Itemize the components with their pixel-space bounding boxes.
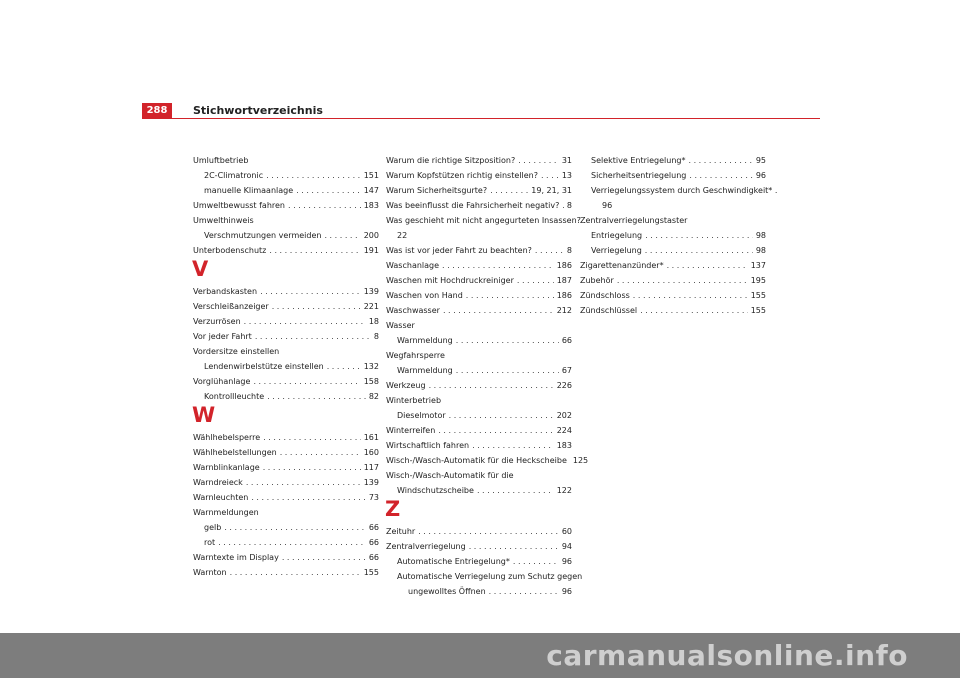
entry-page: 139: [363, 478, 379, 487]
index-entry: [386, 258, 572, 273]
entry-term: rot: [204, 538, 216, 547]
index-entry: [193, 344, 379, 359]
dot-leader: [253, 374, 360, 389]
index-entry: [193, 299, 379, 314]
dot-leader: [518, 153, 559, 168]
index-entry: [193, 284, 379, 299]
index-entry: [580, 258, 766, 273]
entry-term: Zündschloss: [580, 291, 630, 300]
entry-term: Was ist vor jeder Fahrt zu beachten?: [386, 246, 532, 255]
entry-term: Sicherheitsentriegelung: [591, 171, 687, 180]
index-column-3: [580, 153, 778, 318]
dot-leader: [689, 168, 752, 183]
entry-page: 186: [556, 261, 572, 270]
entry-page: 66: [368, 523, 379, 532]
entry-term: Warnton: [193, 568, 227, 577]
entry-term: Warnmeldung: [397, 336, 453, 345]
entry-page: 187: [556, 276, 572, 285]
entry-term: Warndreieck: [193, 478, 243, 487]
entry-page: 66: [368, 553, 379, 562]
dot-leader: [617, 273, 748, 288]
entry-page: 226: [556, 381, 572, 390]
index-entry: [386, 288, 572, 303]
entry-page: 191: [363, 246, 379, 255]
dot-leader: [324, 228, 360, 243]
index-entry: [386, 483, 572, 498]
entry-term: Werkzeug: [386, 381, 426, 390]
entry-term: Was geschieht mit nicht angegurteten Insassen? .: [386, 216, 586, 225]
entry-page: 224: [556, 426, 572, 435]
index-entry: [193, 314, 379, 329]
index-entry: [386, 198, 572, 213]
entry-page: 125: [572, 456, 589, 465]
index-entry: [193, 329, 379, 344]
entry-page: 160: [363, 448, 379, 457]
index-entry: [193, 243, 379, 258]
index-entry: [193, 183, 379, 198]
entry-page: 155: [750, 291, 766, 300]
index-entry: [580, 168, 766, 183]
entry-term: Wählhebelsperre: [193, 433, 261, 442]
entry-term: Warnmeldungen: [193, 508, 259, 517]
dot-leader: [489, 584, 559, 599]
index-entry: [193, 565, 379, 580]
entry-term: Selektive Entriegelung*: [591, 156, 686, 165]
entry-term: Verriegelung: [591, 246, 642, 255]
section-letter: V: [192, 257, 209, 281]
dot-leader: [667, 258, 748, 273]
dot-leader: [541, 168, 559, 183]
entry-term: Wegfahrsperre: [386, 351, 445, 360]
entry-term: Zündschlüssel: [580, 306, 638, 315]
index-entry: [193, 213, 379, 228]
entry-page: 66: [368, 538, 379, 547]
entry-page: 73: [368, 493, 379, 502]
index-entry: [386, 183, 572, 198]
dot-leader: [272, 299, 361, 314]
index-entry: [193, 475, 379, 490]
dot-leader: [645, 243, 753, 258]
entry-term: Warntexte im Display: [193, 553, 279, 562]
entry-term: Vor jeder Fahrt: [193, 332, 252, 341]
watermark-logo: carmanualsonline.info: [546, 639, 908, 672]
entry-term: Warnmeldung: [397, 366, 453, 375]
index-entry: [386, 243, 572, 258]
dot-leader: [472, 438, 554, 453]
index-entry: [193, 550, 379, 565]
entry-page: 139: [363, 287, 379, 296]
index-entry: [580, 243, 766, 258]
dot-leader: [327, 359, 361, 374]
dot-leader: [280, 445, 361, 460]
dot-leader: [688, 153, 752, 168]
index-entry: [193, 445, 379, 460]
entry-page: 96: [755, 171, 766, 180]
entry-page: 8: [373, 332, 379, 341]
index-entry: [580, 288, 766, 303]
dot-leader: [640, 303, 748, 318]
dot-leader: [267, 389, 366, 404]
entry-term: Windschutzscheibe: [397, 486, 474, 495]
dot-leader: [513, 554, 559, 569]
index-entry: [193, 228, 379, 243]
entry-term: Lendenwirbelstütze einstellen: [204, 362, 324, 371]
dot-leader: [255, 329, 371, 344]
entry-term: Warum Kopfstützen richtig einstellen?: [386, 171, 538, 180]
index-entry: [386, 453, 589, 468]
dot-leader: [266, 168, 361, 183]
dot-leader: [535, 243, 564, 258]
entry-term: Waschen von Hand: [386, 291, 463, 300]
index-entry: [193, 460, 379, 475]
index-entry: [193, 359, 379, 374]
page-title: Stichwortverzeichnis: [193, 104, 323, 117]
entry-page: 202: [556, 411, 572, 420]
entry-page: 60: [561, 527, 572, 536]
dot-leader: [456, 333, 559, 348]
entry-term: Winterbetrieb: [386, 396, 442, 405]
entry-page: 155: [363, 568, 379, 577]
index-column-2: [385, 153, 589, 599]
entry-term: Umweltbewusst fahren: [193, 201, 285, 210]
entry-page: 19, 21, 31: [531, 186, 572, 195]
entry-term: Warum die richtige Sitzposition?: [386, 156, 516, 165]
dot-leader: [269, 243, 360, 258]
entry-page: 212: [556, 306, 572, 315]
dot-leader: [429, 378, 554, 393]
index-entry: [193, 374, 379, 389]
entry-term: Wirtschaftlich fahren: [386, 441, 470, 450]
entry-page: 161: [363, 433, 379, 442]
dot-leader: [645, 228, 753, 243]
entry-term: Vordersitze einstellen: [193, 347, 280, 356]
entry-page: 8: [566, 246, 572, 255]
entry-page: 98: [755, 231, 766, 240]
index-entry: [386, 539, 572, 554]
dot-leader: [449, 408, 554, 423]
entry-term: Entriegelung: [591, 231, 643, 240]
index-entry: [193, 490, 379, 505]
dot-leader: [443, 303, 554, 318]
entry-term: Winterreifen: [386, 426, 436, 435]
entry-page: 82: [368, 392, 379, 401]
index-entry: [386, 408, 572, 423]
index-entry: [386, 569, 583, 584]
entry-page: 67: [561, 366, 572, 375]
entry-term: Was beeinflusst die Fahrsicherheit negativ?: [386, 201, 560, 210]
entry-term: Zentralverriegelung: [386, 542, 466, 551]
dot-leader: [244, 314, 366, 329]
entry-page: 96: [602, 201, 613, 210]
entry-term: Waschwasser: [386, 306, 440, 315]
index-entry: [386, 213, 586, 243]
dot-leader: [477, 483, 554, 498]
dot-leader: [442, 258, 554, 273]
entry-term: Zeituhr: [386, 527, 416, 536]
entry-page: 183: [556, 441, 572, 450]
dot-leader: [469, 539, 559, 554]
dot-leader: [251, 490, 365, 505]
index-entry: [193, 505, 379, 520]
index-entry: [193, 168, 379, 183]
dot-leader: [418, 524, 559, 539]
entry-term: Zigarettenanzünder*: [580, 261, 664, 270]
entry-term: Wasser: [386, 321, 415, 330]
index-entry: [386, 584, 572, 599]
entry-term: Verbandskasten: [193, 287, 258, 296]
entry-page: 95: [755, 156, 766, 165]
entry-page: 186: [556, 291, 572, 300]
entry-term: Warnleuchten: [193, 493, 249, 502]
entry-page: 18: [368, 317, 379, 326]
dot-leader: [260, 284, 361, 299]
entry-term: ungewolltes Öffnen: [408, 587, 486, 596]
entry-page: 158: [363, 377, 379, 386]
entry-page: 151: [363, 171, 379, 180]
entry-term: Wisch-/Wasch-Automatik für die Heckscheibe: [386, 456, 567, 465]
dot-leader: [490, 183, 528, 198]
entry-term: Vorglühanlage: [193, 377, 251, 386]
index-entry: [386, 333, 572, 348]
page-number: 288: [142, 103, 172, 118]
section-letter: W: [192, 403, 216, 427]
entry-page: 221: [363, 302, 379, 311]
dot-leader: [296, 183, 361, 198]
dot-leader: [218, 535, 366, 550]
index-entry: [193, 430, 379, 445]
entry-term: Automatische Verriegelung zum Schutz gegen: [397, 572, 583, 581]
entry-term: Umwelthinweis: [193, 216, 254, 225]
entry-page: 8: [566, 201, 572, 210]
index-entry: [580, 213, 766, 228]
entry-page: 31: [561, 156, 572, 165]
entry-page: 22: [397, 231, 408, 240]
index-entry: [386, 524, 572, 539]
entry-page: 66: [561, 336, 572, 345]
entry-term: Automatische Entriegelung*: [397, 557, 510, 566]
entry-term: Wählhebelstellungen: [193, 448, 277, 457]
entry-term: manuelle Klimaanlage: [204, 186, 294, 195]
index-entry: [386, 273, 572, 288]
index-entry: [580, 183, 778, 213]
entry-page: 195: [750, 276, 766, 285]
entry-page: 94: [561, 542, 572, 551]
entry-term: Verschmutzungen vermeiden: [204, 231, 322, 240]
entry-term: Waschanlage: [386, 261, 440, 270]
entry-term: Kontrollleuchte: [204, 392, 265, 401]
index-entry: [386, 168, 572, 183]
dot-leader: [263, 430, 361, 445]
entry-page: 137: [750, 261, 766, 270]
index-entry: [386, 378, 572, 393]
entry-term: Waschen mit Hochdruckreiniger: [386, 276, 514, 285]
entry-term: Verzurrösen: [193, 317, 241, 326]
dot-leader: [438, 423, 553, 438]
index-entry: [580, 273, 766, 288]
entry-term: Dieselmotor: [397, 411, 446, 420]
index-entry: [193, 389, 379, 404]
dot-leader: [456, 363, 559, 378]
entry-term: Umluftbetrieb: [193, 156, 249, 165]
index-entry: [386, 318, 572, 333]
entry-term: 2C-Climatronic: [204, 171, 264, 180]
dot-leader: [288, 198, 361, 213]
index-entry: [386, 348, 572, 363]
index-entry: [386, 363, 572, 378]
index-entry: [580, 228, 766, 243]
index-entry: [580, 153, 766, 168]
entry-page: 13: [561, 171, 572, 180]
index-entry: [386, 393, 572, 408]
section-letter: Z: [385, 497, 401, 521]
entry-term: Warum Sicherheitsgurte?: [386, 186, 488, 195]
entry-page: 98: [755, 246, 766, 255]
index-entry: [193, 153, 379, 168]
index-entry: [386, 153, 572, 168]
index-entry: [193, 520, 379, 535]
dot-leader: [517, 273, 554, 288]
dot-leader: [230, 565, 361, 580]
dot-leader: [263, 460, 361, 475]
entry-term: Verschleißanzeiger: [193, 302, 269, 311]
entry-page: 200: [363, 231, 379, 240]
index-column-1: [193, 153, 379, 580]
index-entry: [386, 303, 572, 318]
entry-page: 183: [363, 201, 379, 210]
entry-page: 132: [363, 362, 379, 371]
index-entry: [580, 303, 766, 318]
entry-term: Wisch-/Wasch-Automatik für die: [386, 471, 514, 480]
index-entry: [386, 438, 572, 453]
entry-page: 96: [561, 587, 572, 596]
entry-page: 117: [363, 463, 379, 472]
entry-term: Verriegelungssystem durch Geschwindigkeit* .: [591, 186, 778, 195]
entry-term: Zentralverriegelungstaster: [580, 216, 688, 225]
index-entry: [193, 535, 379, 550]
entry-term: Unterbodenschutz: [193, 246, 267, 255]
dot-leader: [224, 520, 366, 535]
dot-leader: [466, 288, 554, 303]
entry-page: 155: [750, 306, 766, 315]
dot-leader: [562, 198, 564, 213]
dot-leader: [246, 475, 361, 490]
dot-leader: [633, 288, 748, 303]
dot-leader: [282, 550, 366, 565]
entry-term: Warnblinkanlage: [193, 463, 260, 472]
header-divider: [142, 118, 820, 119]
index-entry: [386, 554, 572, 569]
index-entry: [386, 423, 572, 438]
entry-page: 147: [363, 186, 379, 195]
entry-term: gelb: [204, 523, 222, 532]
index-entry: [193, 198, 379, 213]
entry-term: Zubehör: [580, 276, 614, 285]
entry-page: 122: [556, 486, 572, 495]
index-entry: [386, 468, 572, 483]
entry-page: 96: [561, 557, 572, 566]
